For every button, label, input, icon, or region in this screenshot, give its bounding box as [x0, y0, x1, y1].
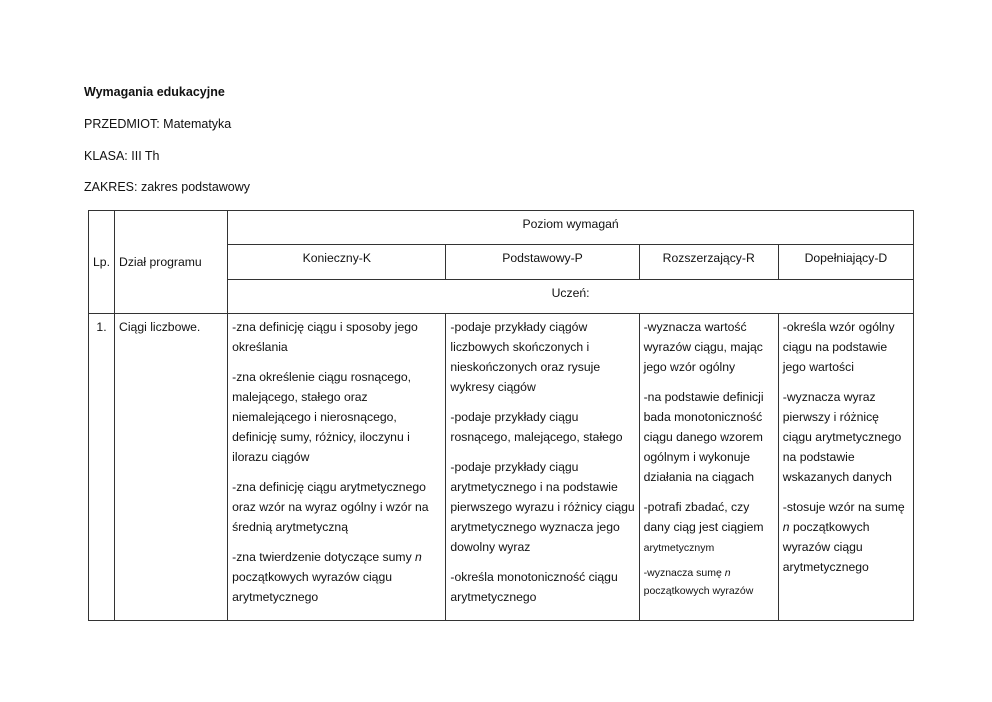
requirement-item: -stosuje wzór na sumę n początkowych wyrazów ciągu arytmetycznego [782, 500, 905, 574]
cell-rozszerzajacy [639, 314, 778, 621]
requirement-item: -potrafi zbadać, czy dany ciąg jest ciągiem arytmetycznym [643, 500, 764, 554]
requirement-item: -wyznacza sumę n początkowych wyrazów [643, 567, 754, 597]
requirement-item: -określa wzór ogólny ciągu na podstawie jego wartości [782, 320, 895, 374]
level-header-d: Dopełniający-D [778, 245, 913, 280]
cell-dopelniajacy [778, 314, 913, 621]
scope-line: ZAKRES: zakres podstawowy [84, 180, 251, 194]
row-dzial: Ciągi liczbowe. [115, 314, 228, 621]
class-line: KLASA: III Th [84, 149, 160, 163]
level-header-p: Podstawowy-P [446, 245, 639, 280]
row-number: 1. [89, 314, 115, 621]
cell-konieczny [228, 314, 446, 621]
poziom-wymagan-header: Poziom wymagań [228, 211, 914, 245]
requirements-table [88, 210, 914, 621]
requirement-item: -określa monotoniczność ciągu arytmetycznego [450, 570, 618, 604]
requirement-item: -wyznacza wartość wyrazów ciągu, mając jego wzór ogólny [643, 320, 763, 374]
requirement-item: -zna definicję ciągu i sposoby jego określania [232, 320, 418, 354]
column-header-lp: Lp. [89, 211, 115, 314]
subject-line: PRZEDMIOT: Matematyka [84, 117, 232, 131]
requirement-item: -podaje przykłady ciągów liczbowych skończonych i nieskończonych oraz rysuje wykresy ciągów [450, 320, 601, 394]
document-title: Wymagania edukacyjne [84, 85, 225, 99]
requirement-item: -zna określenie ciągu rosnącego, malejącego, stałego oraz niemalejącego i nierosnącego, definicję sumy, różnicy, iloczynu i ilorazu ciągów [232, 370, 412, 464]
requirement-item: -podaje przykłady ciągu arytmetycznego i na podstawie pierwszego wyrazu i różnicy ciągu arytmetycznego wyznacza jego dowolny wyraz [450, 460, 635, 554]
table-row [89, 314, 914, 621]
requirement-item: -zna definicję ciągu arytmetycznego oraz wzór na wyraz ogólny i wzór na średnią arytmetyczną [232, 480, 429, 534]
requirement-item: -wyznacza wyraz pierwszy i różnicę ciągu arytmetycznego na podstawie wskazanych danych [782, 390, 902, 484]
uczen-header: Uczeń: [228, 280, 914, 314]
level-header-k: Konieczny-K [228, 245, 446, 280]
requirement-item: -zna twierdzenie dotyczące sumy n początkowych wyrazów ciągu arytmetycznego [232, 550, 422, 604]
level-header-r: Rozszerzający-R [639, 245, 778, 280]
column-header-dzial: Dział programu [115, 211, 228, 314]
cell-podstawowy [446, 314, 639, 621]
requirement-item: -na podstawie definicji bada monotoniczność ciągu danego wzorem ogólnym i wykonuje działania na ciągach [643, 390, 764, 484]
requirement-item: -podaje przykłady ciągu rosnącego, malejącego, stałego [450, 410, 623, 444]
